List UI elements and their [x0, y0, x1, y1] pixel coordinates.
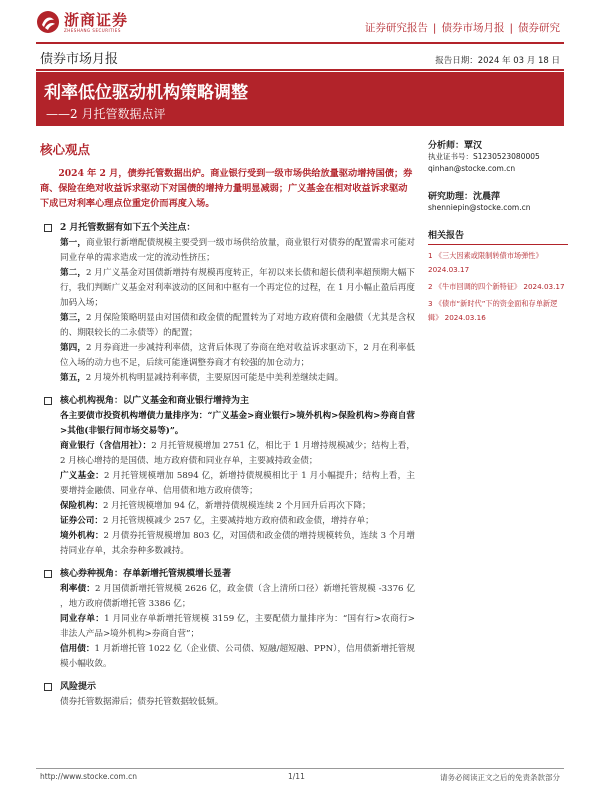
- related-reports: [428, 249, 568, 325]
- footer-url[interactable]: http://www.stocke.com.cn: [40, 772, 137, 781]
- zheshang-logo-icon: [36, 10, 60, 34]
- page-subtitle: ——2 月托管数据点评: [46, 107, 166, 121]
- bond-type-view-block: [40, 567, 415, 672]
- related-divider: [428, 244, 568, 245]
- nav-item: 债券研究: [518, 22, 560, 34]
- paragraph: 保险机构：2 月托管规模增加 94 亿，新增持债规模连续 2 个月回升后再次下降；: [60, 501, 371, 511]
- sidebar: [428, 138, 568, 328]
- report-category-nav: 证券研究报告 | 债券市场月报 | 债券研究: [364, 22, 560, 34]
- checkbox-bullet-icon: [44, 570, 52, 578]
- paragraph: 境外机构：2 月债券托管规模增加 803 亿，对国债和政金债的增持规模转负，连续 3 个月增持同业存单，其余券种多数减持。: [60, 531, 415, 556]
- paragraph: 信用债：1 月新增托管 1022 亿（企业债、公司债、短融/超短融、PPN），信用债新增托管规模小幅收敛。: [60, 644, 415, 669]
- paragraph: 第五，2 月境外机构明显减持利率债，主要原因可能是中美利差继续走阔。: [60, 373, 344, 383]
- paragraph: 第二，2 月广义基金对国债新增持有规模再度转正，年初以来长债和超长债利率超预期大幅下行，我们判断广义基金对利率波动的区间和中枢有一个再定位的过程，在 1 月小幅止盈后再度加码入场；: [60, 268, 415, 308]
- paragraph: 证券公司：2 月托管规模减少 257 亿，主要减持地方政府债和政金债，增持存单；: [60, 516, 374, 526]
- related-report-link[interactable]: 3 《债市“新时代”下的资金面和存单新逻辑》 2024.03.16: [428, 299, 558, 322]
- header-divider: [36, 42, 564, 44]
- analyst-email[interactable]: qinhan@stocke.com.cn: [428, 164, 516, 173]
- core-heading: 核心观点: [40, 142, 91, 157]
- assistant-heading: 研究助理：沈晨萍: [428, 192, 501, 202]
- logo-name-en: ZHESHANG SECURITIES: [64, 27, 121, 33]
- page-header: [0, 0, 600, 44]
- paragraph: 利率债：2 月国债新增托管规模 2626 亿，政金债（含上清所口径）新增托管规模 -3376 亿 ，地方政府债新增托管 3386 亿；: [60, 584, 415, 609]
- paragraph: 广义基金：2 月托管规模增加 5894 亿，新增持债规模相比于 1 月小幅提升；结构上看，主要增持金融债、同业存单、信用债和地方政府债等；: [60, 471, 415, 496]
- footer-disclaimer: 请务必阅读正文之后的免责条款部分: [440, 773, 560, 782]
- title-banner: [36, 72, 564, 126]
- core-summary: 2024 年 2 月，债券托管数据出炉。商业银行受到一级市场供给放量驱动增持国债；券商、保险在绝对收益诉求驱动下对国债的增持力量明显减弱；广义基金在相对收益诉求驱动下成已对利率心理点位重定价而再度入场。: [40, 168, 413, 209]
- related-report-link[interactable]: 1 《三大因素或限制转债市场弹性》 2024.03.17: [428, 251, 543, 274]
- checkbox-bullet-icon: [44, 397, 52, 405]
- nav-item: 证券研究报告: [364, 22, 428, 34]
- related-report-link[interactable]: 2 《牛市回调的四个新特征》 2024.03.17: [428, 282, 565, 291]
- footer-divider: [36, 768, 564, 769]
- report-date: 报告日期：2024 年 03 月 18 日: [435, 56, 560, 66]
- paragraph: 各主要债市投资机构增债力量排序为：“广义基金>商业银行>境外机构>保险机构>券商自营>其他(非银行间市场交易等)”。: [60, 411, 415, 436]
- paragraph: 债券托管数据滞后；债券托管数据较低频。: [60, 697, 224, 707]
- block-heading: 2 月托管数据有如下五个关注点：: [60, 223, 196, 233]
- logo-name-cn: 浙商证券: [64, 10, 129, 29]
- paragraph: 第三，2 月保险策略明显由对国债和政金债的配置转为了对地方政府债和金融债（尤其是含权的、期限较长的二永债等）的配置；: [60, 313, 415, 338]
- nav-item: 债券市场月报: [441, 22, 505, 34]
- paragraph: 第四，2 月券商进一步减持利率债，这背后体现了券商在绝对收益诉求驱动下，2 月在利率低位入场的动力也不足，后续可能逢调整券商才有较强的加仓动力；: [60, 343, 415, 368]
- report-type: 债券市场月报: [40, 52, 119, 67]
- analyst-heading: 分析师：覃汉: [428, 141, 483, 151]
- risk-block: [40, 680, 415, 710]
- related-heading: 相关报告: [428, 231, 465, 241]
- block-heading: 核心券种视角：存单新增托管规模增长显著: [60, 569, 232, 579]
- institution-view-block: [40, 394, 415, 559]
- paragraph: 同业存单：1 月同业存单新增托管规模 3159 亿，主要配债力量排序为：“国有行>农商行>非法人产品>境外机构>券商自营”；: [60, 614, 415, 639]
- paragraph: 第一，商业银行新增配债规模主要受到一级市场供给放量，商业银行对债券的配置需求可能对同业存单的需求造成一定的流动性挤压；: [60, 238, 415, 263]
- checkbox-bullet-icon: [44, 224, 52, 232]
- page-number: 1/11: [288, 772, 305, 781]
- analyst-license: 执业证书号：S1230523080005: [428, 152, 540, 161]
- block-heading: 核心机构视角：以广义基金和商业银行增持为主: [60, 396, 250, 406]
- logo: [36, 10, 128, 34]
- key-points-block: [40, 221, 415, 386]
- assistant-email[interactable]: shenniepin@stocke.com.cn: [428, 203, 531, 212]
- checkbox-bullet-icon: [44, 683, 52, 691]
- paragraph: 商业银行（含信用社）：2 月托管规模增加 2751 亿，相比于 1 月增持规模减少；结构上看，2 月核心增持的是国债、地方政府债和同业存单，主要减持政金债；: [60, 441, 416, 466]
- page-title: 利率低位驱动机构策略调整: [44, 83, 248, 103]
- block-heading: 风险提示: [60, 682, 97, 692]
- main-content: [40, 140, 415, 718]
- title-divider: [36, 69, 564, 71]
